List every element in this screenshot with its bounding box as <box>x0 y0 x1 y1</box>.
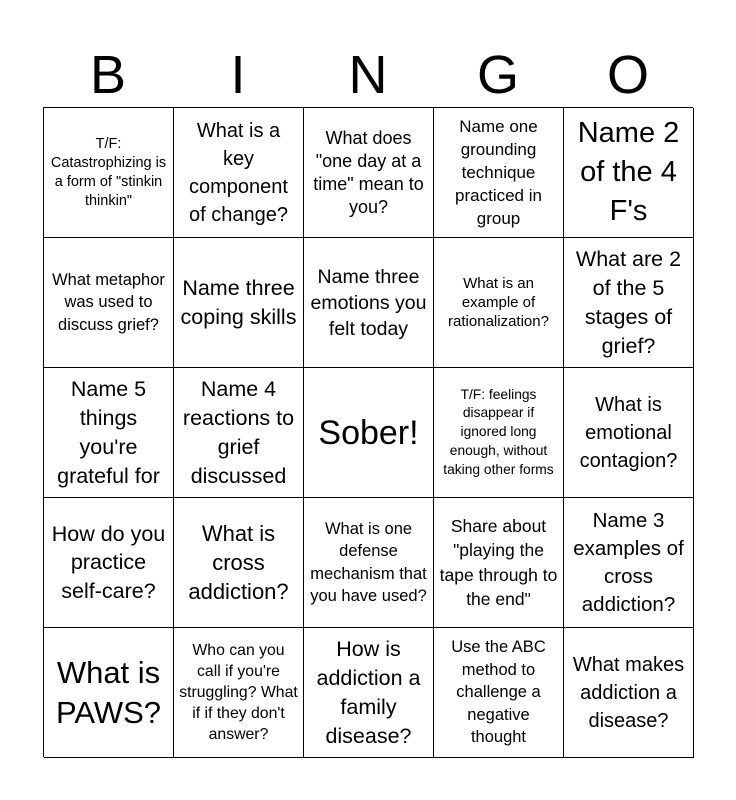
bingo-cell[interactable] <box>564 368 694 498</box>
cell-text: T/F: Catastrophizing is a form of "stinkin thinkin" <box>50 135 167 209</box>
cell-text: What are 2 of the 5 stages of grief? <box>575 246 682 358</box>
bingo-cell[interactable] <box>174 368 304 498</box>
cell-text: How is addiction a family disease? <box>316 636 421 748</box>
cell-text: Name 3 examples of cross addiction? <box>573 508 684 616</box>
cell-text: Name 5 things you're grateful for <box>57 376 160 488</box>
bingo-cell[interactable] <box>304 498 434 628</box>
cell-text: Share about "playing the tape through to the end" <box>439 515 558 609</box>
cell-text: What metaphor was used to discuss grief? <box>52 270 165 334</box>
bingo-cell[interactable] <box>564 498 694 628</box>
cell-text: What is a key component of change? <box>189 119 288 226</box>
bingo-cell[interactable] <box>434 108 564 238</box>
cell-text: How do you practice self-care? <box>51 521 166 603</box>
cell-text: What is an example of rationalization? <box>448 275 549 330</box>
bingo-cell[interactable] <box>304 238 434 368</box>
bingo-cell[interactable] <box>44 498 174 628</box>
cell-text: Name one grounding technique practiced in group <box>455 117 542 228</box>
bingo-cell[interactable] <box>304 108 434 238</box>
cell-text: Who can you call if you're struggling? What if if they don't answer? <box>179 642 298 743</box>
bingo-cell[interactable] <box>174 498 304 628</box>
cell-text: What is emotional contagion? <box>579 393 678 472</box>
bingo-cell[interactable] <box>174 108 304 238</box>
bingo-cell[interactable] <box>44 368 174 498</box>
header-letter-g: G <box>476 45 519 105</box>
bingo-board <box>43 107 693 757</box>
cell-text: What makes addiction a disease? <box>572 653 685 732</box>
header-letter-o: O <box>606 45 649 105</box>
bingo-cell[interactable] <box>564 628 694 758</box>
cell-text: What does "one day at a time" mean to you? <box>313 127 424 217</box>
cell-text: T/F: feelings disappear if ignored long enough, without taking other forms <box>443 386 554 477</box>
cell-text: What is cross addiction? <box>188 521 289 604</box>
cell-text: What is one defense mechanism that you have used? <box>310 519 427 605</box>
cell-text: Name 4 reactions to grief discussed <box>182 376 295 488</box>
bingo-cell[interactable] <box>44 628 174 758</box>
cell-text: Name 2 of the 4 F's <box>577 117 680 227</box>
bingo-cell[interactable] <box>434 628 564 758</box>
bingo-cell[interactable] <box>434 238 564 368</box>
bingo-cell[interactable] <box>44 238 174 368</box>
header-letter-i: I <box>230 45 246 105</box>
header-letter-n: N <box>348 45 388 105</box>
header-letter-b: B <box>89 45 127 105</box>
cell-text: Name three emotions you felt today <box>310 265 427 340</box>
cell-text: What is PAWS? <box>55 654 162 730</box>
bingo-cell[interactable] <box>174 628 304 758</box>
cell-text: Name three coping skills <box>180 275 297 329</box>
bingo-cell[interactable] <box>434 498 564 628</box>
cell-text: Use the ABC method to challenge a negative thought <box>451 638 546 747</box>
bingo-cell[interactable] <box>304 628 434 758</box>
free-space-text: Sober! <box>318 413 419 452</box>
bingo-cell[interactable] <box>434 368 564 498</box>
bingo-cell[interactable] <box>564 238 694 368</box>
bingo-cell[interactable] <box>564 108 694 238</box>
bingo-header <box>43 42 693 108</box>
bingo-cell[interactable] <box>44 108 174 238</box>
bingo-cell[interactable] <box>174 238 304 368</box>
bingo-cell free-space[interactable] <box>304 368 434 498</box>
